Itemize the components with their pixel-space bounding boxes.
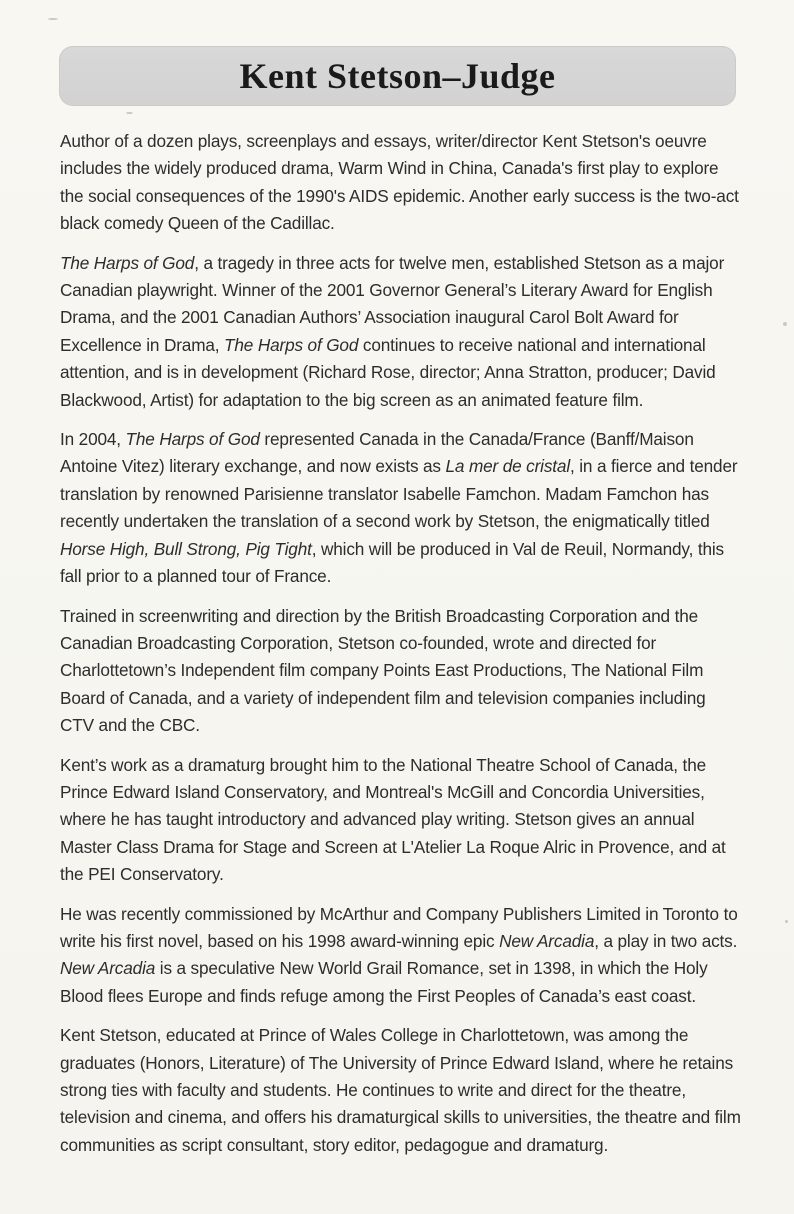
paragraph-text: , which will be produced in Val de Reuil, Normandy, this fall prior to a planned tour of France. xyxy=(60,538,724,587)
work-title: Horse High, Bull Strong, Pig Tight xyxy=(60,538,312,559)
paragraph-text: Kent Stetson, educated at Prince of Wales College in Charlottetown, was among the graduates (Honors, Literature) of The University of Prince Edward Island, where he retains strong ties with faculty and students. He continues to write and direct for the theatre, television and cinema, and offers his dramaturgical skills to universities, the theatre and film communities as script consultant, story editor, pedagogue and dramaturg. xyxy=(60,1025,741,1155)
paper-speck xyxy=(785,920,788,923)
title-banner xyxy=(59,46,736,106)
paragraph-text: , a play in two acts. xyxy=(594,930,738,951)
work-title: New Arcadia xyxy=(499,930,595,951)
paper-speck xyxy=(48,18,58,20)
paragraph-text: is a speculative New World Grail Romance, set in 1398, in which the Holy Blood flees Europe and finds refuge among the First Peoples of Canada’s east coast. xyxy=(60,958,708,1006)
paragraph-text: Trained in screenwriting and direction by the British Broadcasting Corporation and the Canadian Broadcasting Corporation, Stetson co-founded, wrote and directed for Charlottetown’s Independent film company Points East Productions, The National Film Board of Canada, and a variety of independent film and television companies including CTV and the CBC. xyxy=(60,605,706,736)
paper-speck xyxy=(783,322,787,326)
paragraph-text: , a tragedy in three acts for twelve men, established Stetson as a major Canadian playwright. Winner of the 2001 Governor General’s Literary Award for English Drama, and the 2001 Canadian Authors’ Association inaugural Carol Bolt Award for Excellence in Drama, xyxy=(60,252,725,355)
paragraph-4 xyxy=(60,603,742,740)
paragraph-7 xyxy=(60,1022,742,1159)
paragraph-text: Author of a dozen plays, screenplays and essays, writer/director Kent Stetson's oeuvre includes the widely produced drama, Warm Wind in China, Canada's first play to explore the social consequences of the 1990's AIDS epidemic. Another early success is the two-act black comedy Queen of the Cadillac. xyxy=(60,131,739,234)
paragraph-5 xyxy=(60,752,742,889)
paragraph-text: In 2004, xyxy=(60,429,126,450)
paragraph-6 xyxy=(60,901,742,1011)
work-title: The Harps of God xyxy=(224,334,359,355)
paragraph-3 xyxy=(60,426,742,590)
paragraph-2 xyxy=(60,250,742,414)
paragraph-1 xyxy=(60,128,742,238)
page-title: Kent Stetson–Judge xyxy=(239,56,556,96)
paragraph-text: He was recently commissioned by McArthur and Company Publishers Limited in Toronto to write his first novel, based on his 1998 award-winning epic xyxy=(60,903,738,951)
paragraph-text: continues to receive national and international attention, and is in development (Richard Rose, director; Anna Stratton, producer; David Blackwood, Artist) for adaptation to the big screen as an animated feature film. xyxy=(60,334,716,410)
work-title: The Harps of God xyxy=(60,252,195,273)
work-title: New Arcadia xyxy=(60,958,156,979)
work-title: The Harps of God xyxy=(125,429,260,450)
paper-speck xyxy=(126,112,133,114)
article-body xyxy=(60,128,742,1171)
paragraph-text: Kent’s work as a dramaturg brought him to the National Theatre School of Canada, the Prince Edward Island Conservatory, and Montreal's McGill and Concordia Universities, where he has taught introductory and advanced play writing. Stetson gives an annual Master Class Drama for Stage and Screen at L'Atelier La Roque Alric in Provence, and at the PEI Conservatory. xyxy=(60,754,726,885)
work-title: La mer de cristal xyxy=(445,456,570,477)
paragraph-text: represented Canada in the Canada/France (Banff/Maison Antoine Vitez) literary exchange, and now exists as xyxy=(60,429,694,477)
paragraph-text: , in a fierce and tender translation by renowned Parisienne translator Isabelle Famchon. Madam Famchon has recently undertaken the translation of a second work by Stetson, the enigmatically titled xyxy=(60,456,738,532)
